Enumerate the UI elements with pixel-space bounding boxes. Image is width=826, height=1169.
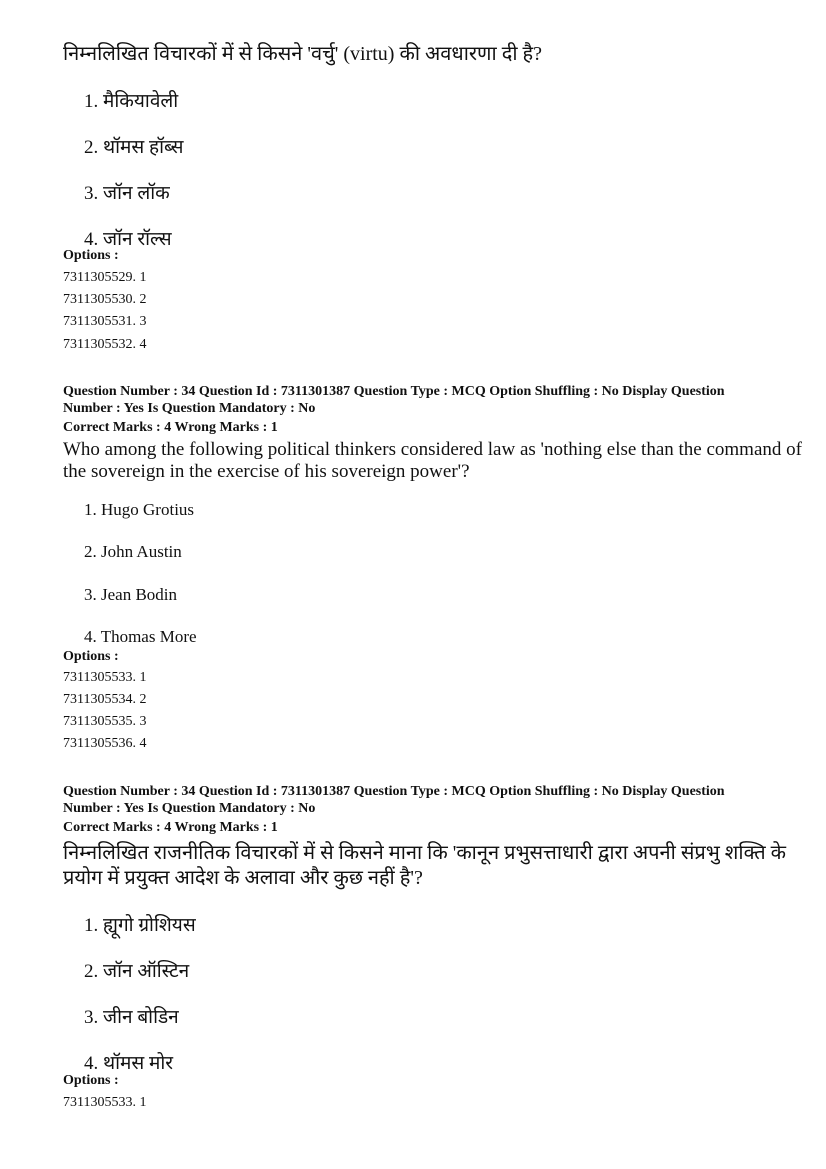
question-text: the sovereign in the exercise of his sovereign power'? [63,461,470,482]
question-meta: Number : Yes Is Question Mandatory : No [63,801,316,816]
choice-4: 4. जॉन रॉल्स [84,229,172,250]
option-code: 7311305530. 2 [63,292,147,307]
choice-3: 3. Jean Bodin [84,585,178,604]
question-meta: Number : Yes Is Question Mandatory : No [63,401,316,416]
option-code: 7311305533. 1 [63,1095,147,1110]
option-code: 7311305533. 1 [63,670,147,685]
question-text: निम्नलिखित राजनीतिक विचारकों में से किसने माना कि 'कानून प्रभुसत्ताधारी द्वारा अपनी संप्रभु शक्ति के [63,842,787,864]
question-text: प्रयोग में प्रयुक्त आदेश के अलावा और कुछ नहीं है'? [63,867,423,889]
choice-2: 2. जॉन ऑस्टिन [84,961,190,982]
marks-info: Correct Marks : 4 Wrong Marks : 1 [63,820,278,835]
choice-2: 2. John Austin [84,542,182,561]
choice-3: 3. जॉन लॉक [84,183,170,204]
option-code: 7311305532. 4 [63,337,147,352]
option-code: 7311305534. 2 [63,692,147,707]
choice-1: 1. ह्यूगो ग्रोशियस [84,915,196,936]
question-text: Who among the following political thinkers considered law as 'nothing else than the command of [63,439,802,460]
marks-info: Correct Marks : 4 Wrong Marks : 1 [63,420,278,435]
question-meta: Question Number : 34 Question Id : 7311301387 Question Type : MCQ Option Shuffling : No Display Question [63,384,725,399]
options-label: Options : [63,1073,119,1088]
options-label: Options : [63,248,119,263]
option-code: 7311305531. 3 [63,314,147,329]
option-code: 7311305536. 4 [63,736,147,751]
choice-4: 4. थॉमस मोर [84,1053,174,1074]
options-label: Options : [63,649,119,664]
choice-1: 1. Hugo Grotius [84,500,195,519]
question-meta: Question Number : 34 Question Id : 7311301387 Question Type : MCQ Option Shuffling : No Display Question [63,784,725,799]
choice-1: 1. मैकियावेली [84,91,179,112]
choice-2: 2. थॉमस हॉब्स [84,137,184,158]
choice-4: 4. Thomas More [84,627,197,646]
option-code: 7311305529. 1 [63,270,147,285]
choice-3: 3. जीन बोडिन [84,1007,179,1028]
option-code: 7311305535. 3 [63,714,147,729]
question-text: निम्नलिखित विचारकों में से किसने 'वर्चु' (virtu) की अवधारणा दी है? [63,43,542,65]
